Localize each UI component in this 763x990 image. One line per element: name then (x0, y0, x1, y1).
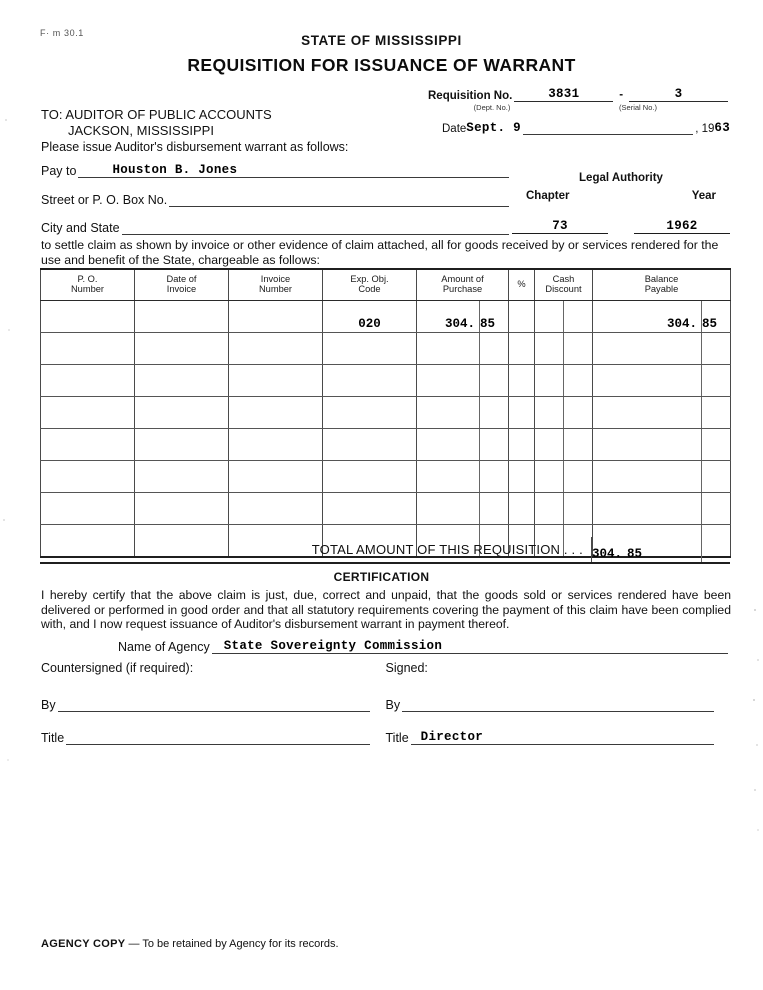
balance-payable-cents-divider (701, 397, 702, 428)
amount-of-purchase-cents-divider (479, 397, 480, 428)
year-value[interactable]: 63 (714, 121, 730, 135)
agency-name-value: State Sovereignty Commission (223, 639, 443, 653)
cell-cash-discount[interactable] (535, 396, 593, 428)
date-row (428, 121, 730, 135)
requisition-serial-no-field[interactable] (629, 88, 728, 102)
amount-of-purchase-cents-divider (479, 333, 480, 364)
total-dollars: 304. (592, 547, 623, 561)
countersigned-label: Countersigned (if required): (41, 661, 194, 675)
amount-of-purchase-cents-divider (479, 461, 480, 492)
street-label: Street or P. O. Box No. (41, 193, 168, 207)
col-header-amount-of-purchase: Amount of Purchase (417, 269, 509, 300)
cell-invoice-number[interactable] (229, 364, 323, 396)
pay-to-label: Pay to (41, 164, 77, 178)
cell-percent[interactable] (509, 396, 535, 428)
requisition-dept-no-field[interactable] (514, 88, 613, 102)
pay-to-row (41, 164, 511, 178)
street-row (41, 193, 511, 207)
signed-title-value: Director (420, 730, 484, 744)
col-header-po-number: P. O. Number (41, 269, 135, 300)
cell-balance-payable[interactable] (593, 492, 731, 524)
balance-payable-cents-divider (701, 461, 702, 492)
pay-to-input[interactable] (78, 164, 509, 178)
legal-authority-values (512, 216, 730, 234)
cell-invoice-number[interactable] (229, 396, 323, 428)
cell-date-of-invoice[interactable] (135, 300, 229, 332)
cell-po-number[interactable] (41, 428, 135, 460)
balance-payable-cents-divider (701, 429, 702, 460)
line-item-table (40, 268, 731, 558)
signed-by-label: By (385, 698, 401, 712)
cell-po-number[interactable] (41, 492, 135, 524)
cash-discount-cents-divider (563, 429, 564, 460)
cell-exp-obj-code[interactable] (323, 332, 417, 364)
cell-date-of-invoice[interactable] (135, 460, 229, 492)
signed-label: Signed: (385, 661, 428, 675)
cell-invoice-number[interactable] (229, 428, 323, 460)
legal-authority-title: Legal Authority (579, 172, 663, 184)
cell-amount-of-purchase[interactable] (417, 300, 509, 332)
balance-payable-cents-divider (701, 301, 702, 332)
col-header-balance-payable: Balance Payable (593, 269, 731, 300)
signed-title-input[interactable] (411, 731, 714, 745)
countersigned-by-input[interactable] (58, 698, 370, 712)
table-row (41, 332, 731, 364)
requisition-dept-no-value: 3831 (548, 87, 580, 101)
state-title: STATE OF MISSISSIPPI (301, 33, 462, 48)
signature-columns (41, 661, 730, 745)
cell-cash-discount[interactable] (535, 428, 593, 460)
amount-of-purchase-dollars: 304. (444, 316, 475, 331)
year-field[interactable] (634, 216, 730, 234)
cell-exp-obj-code[interactable] (323, 300, 417, 332)
amount-of-purchase-cents-divider (479, 493, 480, 524)
cell-date-of-invoice[interactable] (135, 396, 229, 428)
cash-discount-cents-divider (563, 397, 564, 428)
city-state-input[interactable] (122, 221, 509, 235)
col-header-cash-discount: Cash Discount (535, 269, 593, 300)
cell-balance-payable[interactable] (593, 396, 731, 428)
cell-invoice-number[interactable] (229, 332, 323, 364)
requisition-no-label: Requisition No. (428, 90, 513, 102)
scan-artifact-right (749, 0, 763, 990)
countersigned-title-input[interactable] (66, 731, 369, 745)
cell-exp-obj-code[interactable] (323, 396, 417, 428)
requisition-header-block (428, 88, 730, 135)
cell-exp-obj-code[interactable] (323, 428, 417, 460)
cell-percent[interactable] (509, 364, 535, 396)
cell-balance-payable[interactable] (593, 364, 731, 396)
footer-note (41, 938, 339, 950)
cell-amount-of-purchase[interactable] (417, 428, 509, 460)
cell-percent[interactable] (509, 492, 535, 524)
settle-claim-text: to settle claim as shown by invoice or other evidence of claim attached, all for goods received by or services rendered for the use and benefit of the State, chargeable as follows: (41, 238, 719, 267)
amount-of-purchase-cents-divider (479, 429, 480, 460)
date-value[interactable]: Sept. 9 (466, 121, 521, 135)
total-amount-field[interactable] (591, 537, 730, 562)
cell-invoice-number[interactable] (229, 300, 323, 332)
cell-cash-discount[interactable] (535, 300, 593, 332)
document-title-block (0, 33, 763, 76)
cell-percent[interactable] (509, 428, 535, 460)
cell-amount-of-purchase[interactable] (417, 492, 509, 524)
table-row (41, 364, 731, 396)
cell-cash-discount[interactable] (535, 460, 593, 492)
legal-year-value: 1962 (666, 219, 698, 233)
chapter-label: Chapter (526, 190, 570, 202)
chapter-value: 73 (552, 219, 568, 233)
cell-po-number[interactable] (41, 332, 135, 364)
footer-copy-type: AGENCY COPY (41, 938, 126, 950)
balance-payable-dollars: 304. (666, 316, 697, 331)
pay-to-value: Houston B. Jones (112, 163, 238, 177)
cell-cash-discount[interactable] (535, 492, 593, 524)
table-header-row (41, 269, 731, 300)
city-state-label: City and State (41, 221, 120, 235)
cell-balance-payable[interactable] (593, 332, 731, 364)
addressee-line-1: TO: AUDITOR OF PUBLIC ACCOUNTS (41, 107, 272, 122)
street-input[interactable] (169, 193, 509, 207)
requisition-sub-labels (428, 103, 730, 112)
addressee-line-2: JACKSON, MISSISSIPPI (68, 122, 214, 138)
balance-payable-cents-divider (701, 493, 702, 524)
cell-po-number[interactable] (41, 396, 135, 428)
cell-exp-obj-code[interactable] (323, 460, 417, 492)
balance-payable-cents-divider (701, 365, 702, 396)
col-header-percent: % (509, 269, 535, 300)
cell-amount-of-purchase[interactable] (417, 332, 509, 364)
cell-cash-discount[interactable] (535, 364, 593, 396)
cell-date-of-invoice[interactable] (135, 492, 229, 524)
cell-balance-payable[interactable] (593, 428, 731, 460)
countersigned-by-row (41, 698, 372, 712)
certification-title: CERTIFICATION (333, 570, 430, 584)
cell-exp-obj-code[interactable] (323, 364, 417, 396)
total-label: TOTAL AMOUNT OF THIS REQUISITION . . . (311, 542, 583, 557)
page-title: REQUISITION FOR ISSUANCE OF WARRANT (187, 55, 576, 75)
cell-amount-of-purchase[interactable] (417, 364, 509, 396)
signed-title-row (386, 731, 717, 745)
table-row (41, 460, 731, 492)
certification-body: I hereby certify that the above claim is just, due, correct and unpaid, that the goods sold or services rendered have been delivered or performed in good order and that all statutory requirements covering the payment of this claim have been complied with, and I now request issuance of Auditor's disbursement warrant in payment thereof. (41, 588, 731, 632)
table-body (41, 300, 731, 557)
countersigned-title-label: Title (41, 731, 65, 745)
table-row (41, 300, 731, 332)
date-field-rule[interactable] (523, 121, 693, 135)
year-label: Year (691, 190, 716, 202)
cell-po-number[interactable] (41, 300, 135, 332)
amount-of-purchase-cents-divider (479, 301, 480, 332)
col-header-date-of-invoice: Date of Invoice (135, 269, 229, 300)
signed-title-label: Title (385, 731, 409, 745)
agency-name-row (118, 640, 730, 654)
dept-no-sub-label: (Dept. No.) (473, 103, 511, 112)
cell-date-of-invoice[interactable] (135, 332, 229, 364)
exp-obj-code-value: 020 (358, 316, 381, 331)
signed-by-row (386, 698, 717, 712)
scan-artifact-left (0, 0, 14, 990)
cash-discount-cents-divider (563, 365, 564, 396)
cell-exp-obj-code[interactable] (323, 492, 417, 524)
requisition-number-row (428, 88, 730, 102)
agency-name-label: Name of Agency (118, 640, 210, 654)
cell-percent[interactable] (509, 460, 535, 492)
signed-column (386, 661, 731, 745)
cell-balance-payable[interactable] (593, 300, 731, 332)
footer-copy-detail: — To be retained by Agency for its records. (125, 938, 339, 950)
city-state-row (41, 221, 511, 235)
cash-discount-cents-divider (563, 333, 564, 364)
addressee-block (41, 107, 272, 139)
cell-percent[interactable] (509, 332, 535, 364)
cell-invoice-number[interactable] (229, 492, 323, 524)
cell-percent[interactable] (509, 300, 535, 332)
cell-invoice-number[interactable] (229, 460, 323, 492)
total-cents: 85 (627, 547, 643, 561)
amount-of-purchase-cents: 85 (480, 316, 496, 331)
col-header-exp-obj-code: Exp. Obj. Code (323, 269, 417, 300)
total-cents-divider (701, 537, 702, 562)
cell-date-of-invoice[interactable] (135, 364, 229, 396)
table-row (41, 492, 731, 524)
balance-payable-cents-divider (701, 333, 702, 364)
legal-authority-block (512, 172, 730, 202)
date-label: Date (442, 123, 467, 135)
countersigned-title-row (41, 731, 372, 745)
cell-po-number[interactable] (41, 364, 135, 396)
amount-of-purchase-cents-divider (479, 365, 480, 396)
countersigned-by-label: By (41, 698, 56, 712)
cash-discount-cents-divider (563, 493, 564, 524)
instruction-text: Please issue Auditor's disbursement warrant as follows: (41, 140, 349, 154)
cash-discount-cents-divider (563, 301, 564, 332)
signed-by-input[interactable] (402, 698, 714, 712)
cell-amount-of-purchase[interactable] (417, 460, 509, 492)
cell-amount-of-purchase[interactable] (417, 396, 509, 428)
table-row (41, 428, 731, 460)
cash-discount-cents-divider (563, 461, 564, 492)
total-row (40, 537, 730, 564)
chapter-field[interactable] (512, 216, 608, 234)
cell-date-of-invoice[interactable] (135, 428, 229, 460)
year-prefix: , 19 (695, 123, 715, 135)
cell-balance-payable[interactable] (593, 460, 731, 492)
requisition-serial-no-value: 3 (674, 87, 683, 101)
form-number: F· m 30.1 (40, 28, 84, 38)
serial-no-sub-label: (Serial No.) (619, 103, 657, 112)
requisition-no-separator: - (619, 89, 624, 101)
cell-po-number[interactable] (41, 460, 135, 492)
agency-name-input[interactable] (212, 640, 728, 654)
legal-authority-column-labels (512, 190, 730, 202)
countersigned-column (41, 661, 386, 745)
table-row (41, 396, 731, 428)
col-header-invoice-number: Invoice Number (229, 269, 323, 300)
balance-payable-cents: 85 (702, 316, 718, 331)
cell-cash-discount[interactable] (535, 332, 593, 364)
